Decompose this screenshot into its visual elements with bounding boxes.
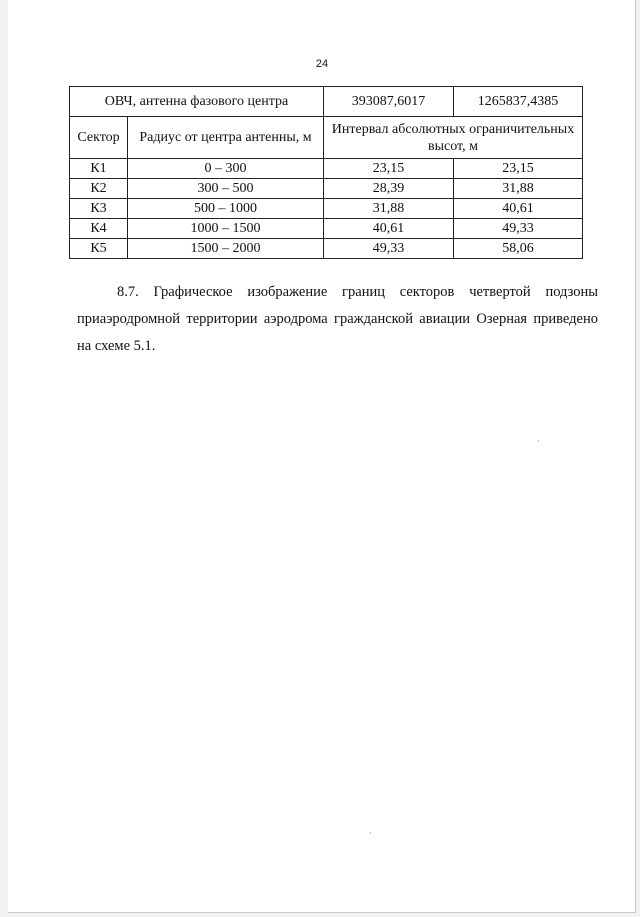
cell-radius: 1000 – 1500 <box>128 219 324 239</box>
cell-height-from: 40,61 <box>324 219 454 239</box>
antenna-coord-1: 393087,6017 <box>324 87 454 117</box>
cell-height-to: 23,15 <box>454 159 583 179</box>
section-paragraph: 8.7. Графическое изображение границ секторов четвертой подзоны приаэродромной территории аэродрома гражданской авиации Озерная приведено на схеме 5.1. <box>77 284 598 354</box>
scan-speck <box>370 832 371 834</box>
antenna-coord-2: 1265837,4385 <box>454 87 583 117</box>
cell-radius: 1500 – 2000 <box>128 239 324 259</box>
cell-sector: К4 <box>70 219 128 239</box>
cell-height-from: 28,39 <box>324 179 454 199</box>
cell-sector: К1 <box>70 159 128 179</box>
cell-height-from: 31,88 <box>324 199 454 219</box>
column-header-radius: Радиус от центра антенны, м <box>128 117 324 159</box>
table-row <box>70 199 583 219</box>
document-page <box>8 0 636 913</box>
cell-height-from: 23,15 <box>324 159 454 179</box>
table-header-row <box>70 117 583 159</box>
table-row <box>70 239 583 259</box>
cell-radius: 300 – 500 <box>128 179 324 199</box>
column-header-interval: Интервал абсолютных ограничительных высот, м <box>324 117 583 159</box>
sector-table <box>69 86 583 259</box>
cell-height-to: 49,33 <box>454 219 583 239</box>
cell-height-from: 49,33 <box>324 239 454 259</box>
table-row <box>70 219 583 239</box>
cell-sector: К5 <box>70 239 128 259</box>
cell-radius: 500 – 1000 <box>128 199 324 219</box>
cell-sector: К3 <box>70 199 128 219</box>
column-header-sector: Сектор <box>70 117 128 159</box>
page-number: 24 <box>315 58 329 70</box>
cell-height-to: 31,88 <box>454 179 583 199</box>
cell-height-to: 58,06 <box>454 239 583 259</box>
antenna-row <box>70 87 583 117</box>
cell-height-to: 40,61 <box>454 199 583 219</box>
antenna-label: ОВЧ, антенна фазового центра <box>70 87 324 117</box>
table-row <box>70 179 583 199</box>
cell-radius: 0 – 300 <box>128 159 324 179</box>
scan-speck <box>538 440 539 442</box>
cell-sector: К2 <box>70 179 128 199</box>
table-row <box>70 159 583 179</box>
